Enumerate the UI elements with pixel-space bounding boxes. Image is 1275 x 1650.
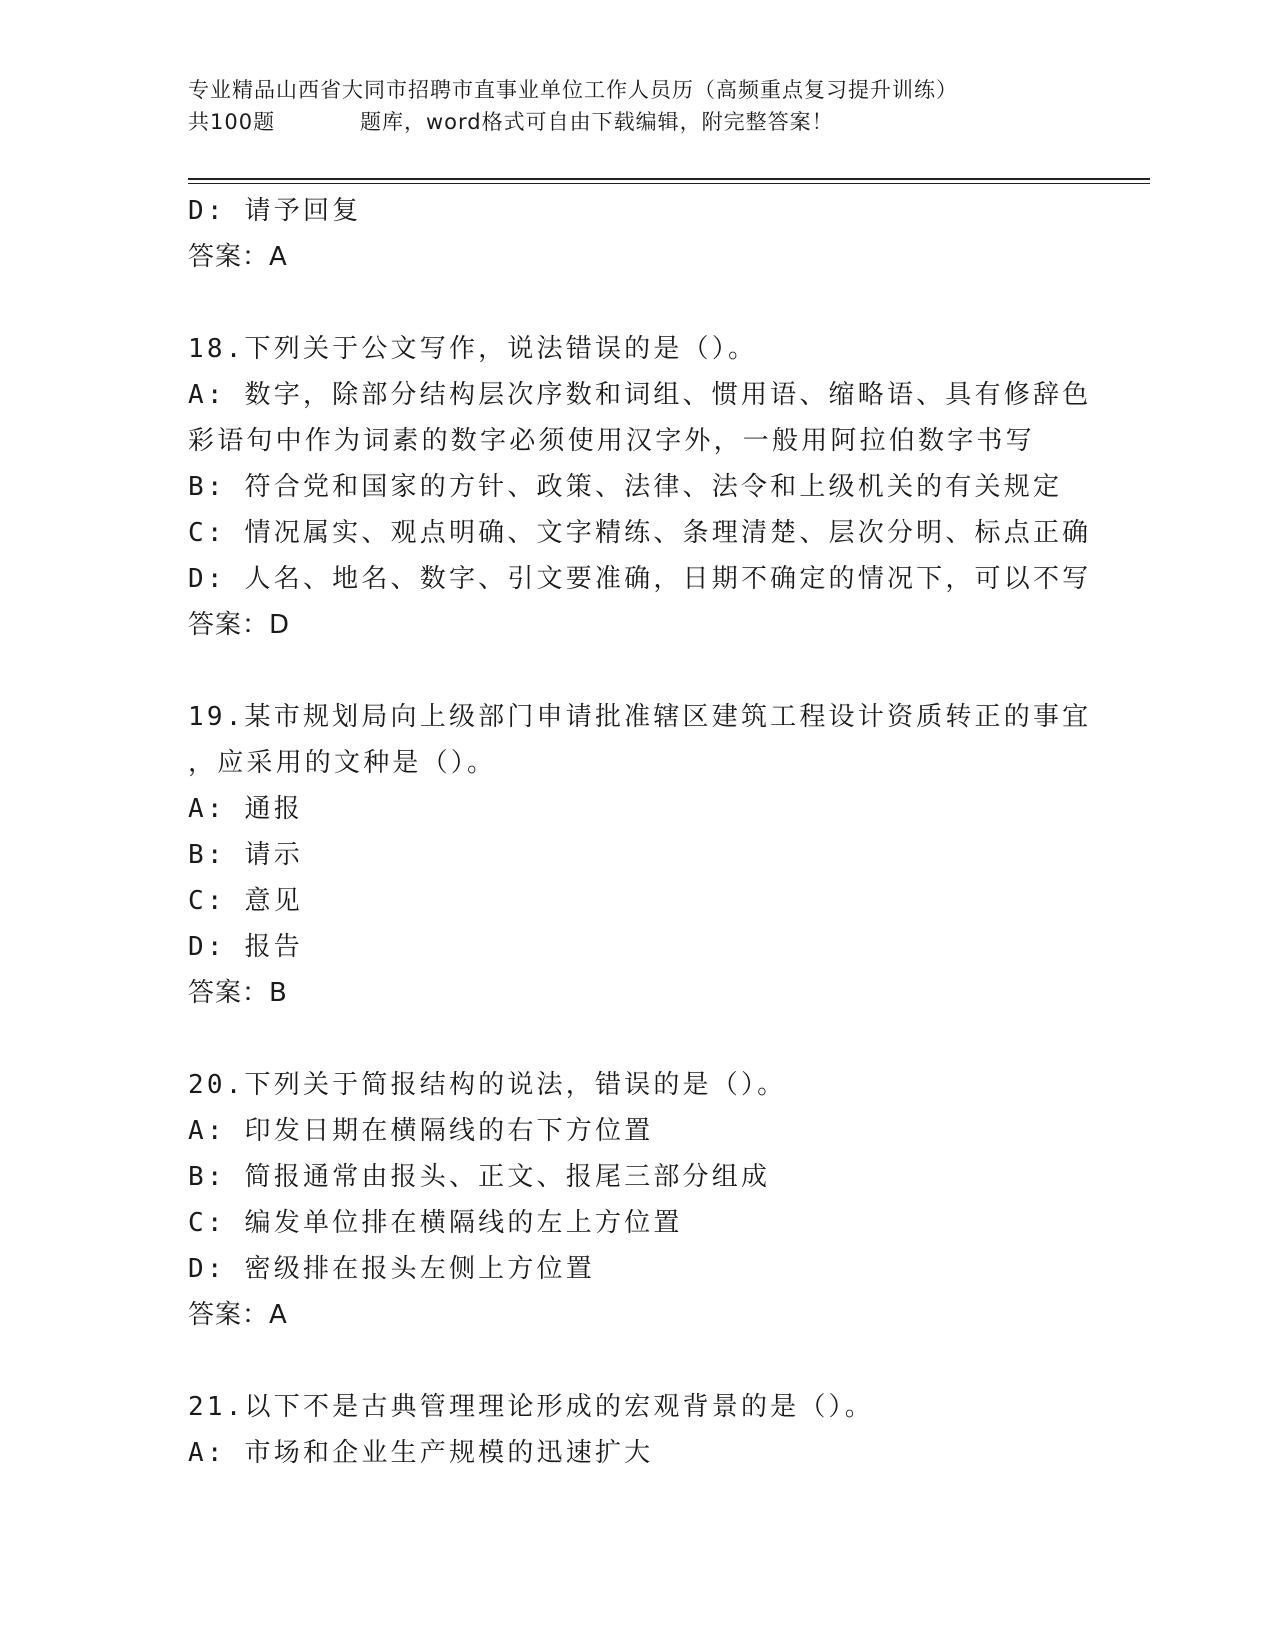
option-line: B: 请示 [188,840,303,870]
header-divider-thin [188,183,1150,184]
option-line: A: 市场和企业生产规模的迅速扩大 [188,1438,654,1468]
header-subtitle [188,106,1088,138]
option-line: D: 密级排在报头左侧上方位置 [188,1254,595,1284]
answer-line: 答案：A [188,1300,288,1330]
option-line: D: 报告 [188,932,303,962]
header-divider-thick [188,178,1150,180]
header-question-count: 共100题 [188,110,276,134]
option-line: A: 数字，除部分结构层次序数和词组、惯用语、缩略语、具有修辞色 [188,380,1092,410]
question-block [188,1062,1088,1338]
option-line: C: 情况属实、观点明确、文字精练、条理清楚、层次分明、标点正确 [188,518,1092,548]
document-header [188,74,1088,138]
answer-line: 答案：B [188,978,288,1008]
question-stem: 19.某市规划局向上级部门申请批准辖区建筑工程设计资质转正的事宜 [188,702,1092,732]
header-title: 专业精品山西省大同市招聘市直事业单位工作人员历（高频重点复习提升训练） [188,78,958,102]
option-line: C: 意见 [188,886,303,916]
option-line: D: 请予回复 [188,196,362,226]
option-line: D: 人名、地名、数字、引文要准确，日期不确定的情况下，可以不写 [188,564,1092,594]
option-line: B: 简报通常由报头、正文、报尾三部分组成 [188,1162,771,1192]
question-block [188,188,1088,280]
question-content [188,188,1092,1476]
question-stem: ，应采用的文种是（）。 [188,748,497,778]
option-line: 彩语句中作为词素的数字必须使用汉字外，一般用阿拉伯数字书写 [188,426,1035,456]
answer-line: 答案：A [188,242,288,272]
answer-line: 答案：D [188,610,291,640]
option-line: C: 编发单位排在横隔线的左上方位置 [188,1208,683,1238]
question-stem: 18.下列关于公文写作，说法错误的是（）。 [188,334,758,364]
option-line: A: 印发日期在横隔线的右下方位置 [188,1116,654,1146]
question-stem: 20.下列关于简报结构的说法，错误的是（）。 [188,1070,787,1100]
question-block [188,1384,1088,1476]
option-line: A: 通报 [188,794,303,824]
option-line: B: 符合党和国家的方针、政策、法律、法令和上级机关的有关规定 [188,472,1063,502]
question-stem: 21.以下不是古典管理理论形成的宏观背景的是（）。 [188,1392,874,1422]
question-block [188,694,1092,1016]
question-block [188,326,1092,648]
header-description: 题库，word格式可自由下载编辑，附完整答案！ [360,110,834,134]
